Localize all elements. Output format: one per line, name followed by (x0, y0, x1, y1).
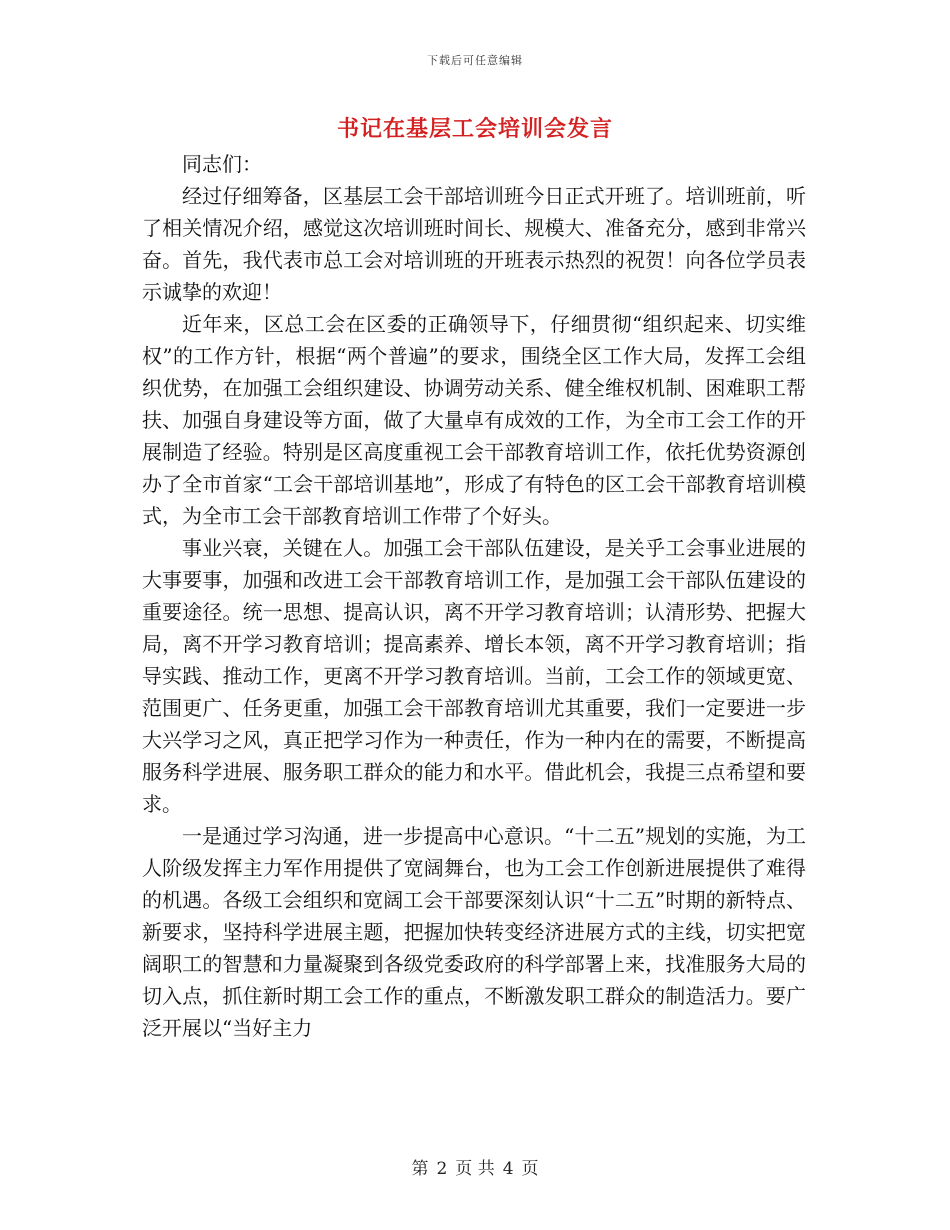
footer-prefix: 第 (411, 1159, 429, 1179)
page-header-note: 下载后可任意编辑 (427, 54, 523, 67)
footer-mid: 页 共 (455, 1159, 495, 1179)
salutation-paragraph: 同志们： (182, 152, 262, 176)
body-paragraph: 近年来，区总工会在区委的正确领导下，仔细贯彻“组织起来、切实维权”的工作方针，根据“两个普遍”的要求，围绕全区工作大局，发挥工会组织优势，在加强工会组织建设、协调劳动关系、健全维权机制、困难职工帮扶、加强自身建设等方面，做了大量卓有成效的工作，为全市工会工作的开展制造了经验。特别是区高度重视工会干部教育培训工作，依托优势资源创办了全市首家“工会干部培训基地”，形成了有特色的区工会干部教育培训模式，为全市工会干部教育培训工作带了个好头。 (142, 312, 806, 528)
total-page-count: 4 (502, 1159, 514, 1179)
body-paragraph: 经过仔细筹备，区基层工会干部培训班今日正式开班了。培训班前，听了相关情况介绍，感觉这次培训班时间长、规模大、准备充分，感到非常兴奋。首先，我代表市总工会对培训班的开班表示热烈的祝贺！向各位学员表示诚挚的欢迎！ (142, 184, 806, 304)
page-number-footer (0, 1154, 950, 1179)
footer-suffix: 页 (521, 1159, 539, 1179)
document-title: 书记在基层工会培训会发言 (336, 116, 613, 142)
body-paragraph: 事业兴衰，关键在人。加强工会干部队伍建设，是关乎工会事业进展的大事要事，加强和改进工会干部教育培训工作，是加强工会干部队伍建设的重要途径。统一思想、提高认识，离不开学习教育培训；认清形势、把握大局，离不开学习教育培训；提高素养、增长本领，离不开学习教育培训；指导实践、推动工作，更离不开学习教育培训。当前，工会工作的领域更宽、范围更广、任务更重，加强工会干部教育培训尤其重要，我们一定要进一步大兴学习之风，真正把学习作为一种责任，作为一种内在的需要，不断提高服务科学进展、服务职工群众的能力和水平。借此机会，我提三点希望和要求。 (142, 536, 806, 816)
current-page-number: 2 (436, 1159, 448, 1179)
body-paragraph: 一是通过学习沟通，进一步提高中心意识。“十二五”规划的实施，为工人阶级发挥主力军作用提供了宽阔舞台，也为工会工作创新进展提供了难得的机遇。各级工会组织和宽阔工会干部要深刻认识“十二五”时期的新特点、新要求，坚持科学进展主题，把握加快转变经济进展方式的主线，切实把宽阔职工的智慧和力量凝聚到各级党委政府的科学部署上来，找准服务大局的切入点，抓住新时期工会工作的重点，不断激发职工群众的制造活力。要广泛开展以“当好主力 (142, 824, 806, 1040)
document-body (142, 148, 806, 1044)
